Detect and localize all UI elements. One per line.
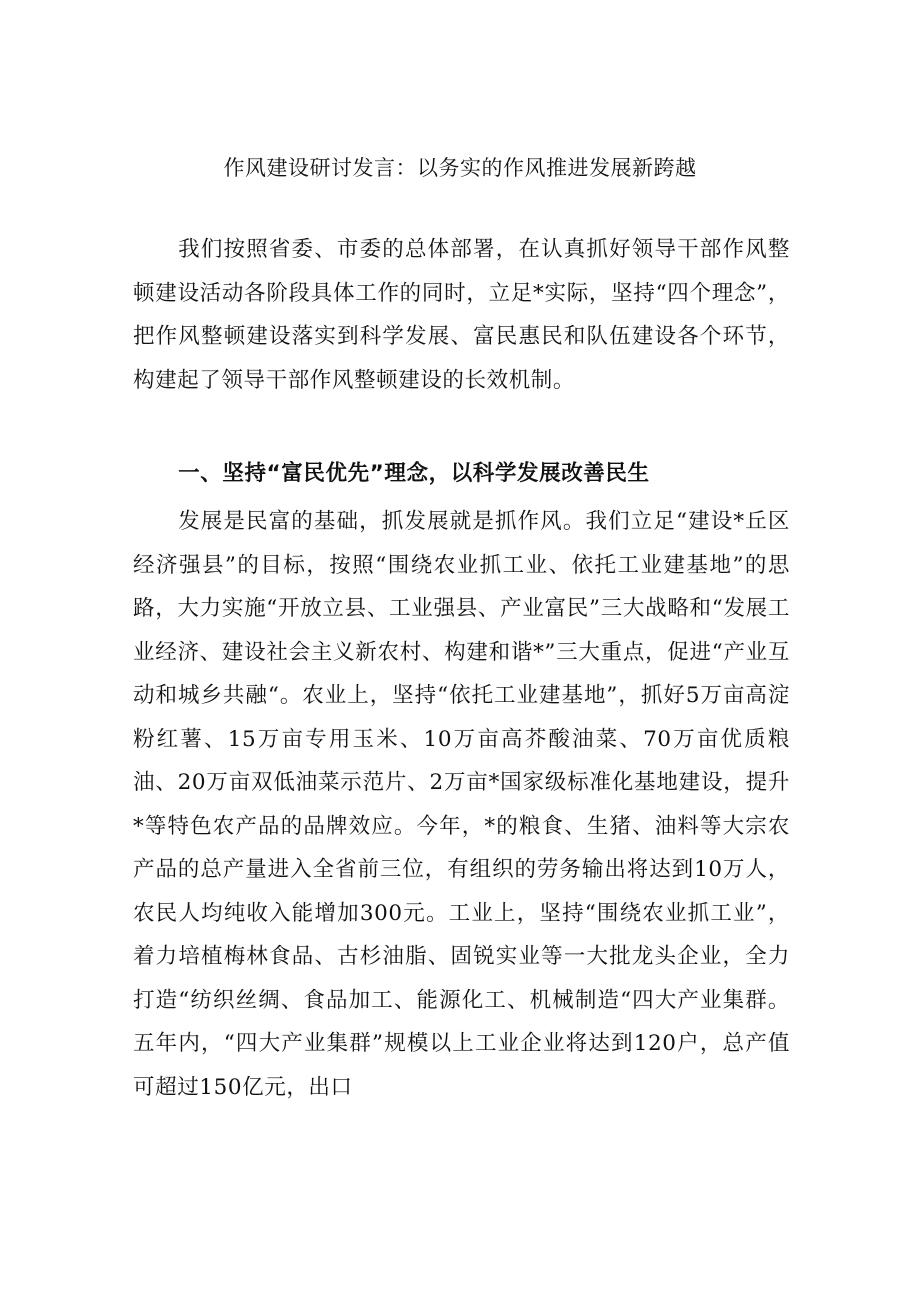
section-paragraph: 发展是民富的基础，抓发展就是抓作风。我们立足“建设*丘区经济强县”的目标，按照“围绕农业抓工业、依托工业建基地”的思路，大力实施“开放立县、工业强县、产业富民”三大战略和“发展工业经济、建设社会主义新农村、构建和谐*”三大重点，促进“产业互动和城乡共融“。农业上，坚持“依托工业建基地”，抓好5万亩高淀粉红薯、15万亩专用玉米、10万亩高芥酸油菜、70万亩优质粮油、20万亩双低油菜示范片、2万亩*国家级标准化基地建设，提升*等特色农产品的品牌效应。今年，*的粮食、生猪、油料等大宗农产品的总产量进入全省前三位，有组织的劳务输出将达到10万人，农民人均纯收入能增加300元。工业上，坚持“围绕农业抓工业”，着力培植梅林食品、古杉油脂、固锐实业等一大批龙头企业，全力打造“纺织丝绸、食品加工、能源化工、机械制造“四大产业集群。五年内，“四大产业集群”规模以上工业企业将达到120户，总产值可超过150亿元，出口 [133,509,790,1100]
section-heading: 一、坚持“富民优先”理念，以科学发展改善民生 [178,461,650,486]
intro-paragraph: 我们按照省委、市委的总体部署，在认真抓好领导干部作风整顿建设活动各阶段具体工作的同时，立足*实际，坚持“四个理念”，把作风整顿建设落实到科学发展、富民惠民和队伍建设各个环节，构建起了领导干部作风整顿建设的长效机制。 [133,237,790,393]
document-title: 作风建设研讨发言：以务实的作风推进发展新跨越 [223,156,697,180]
